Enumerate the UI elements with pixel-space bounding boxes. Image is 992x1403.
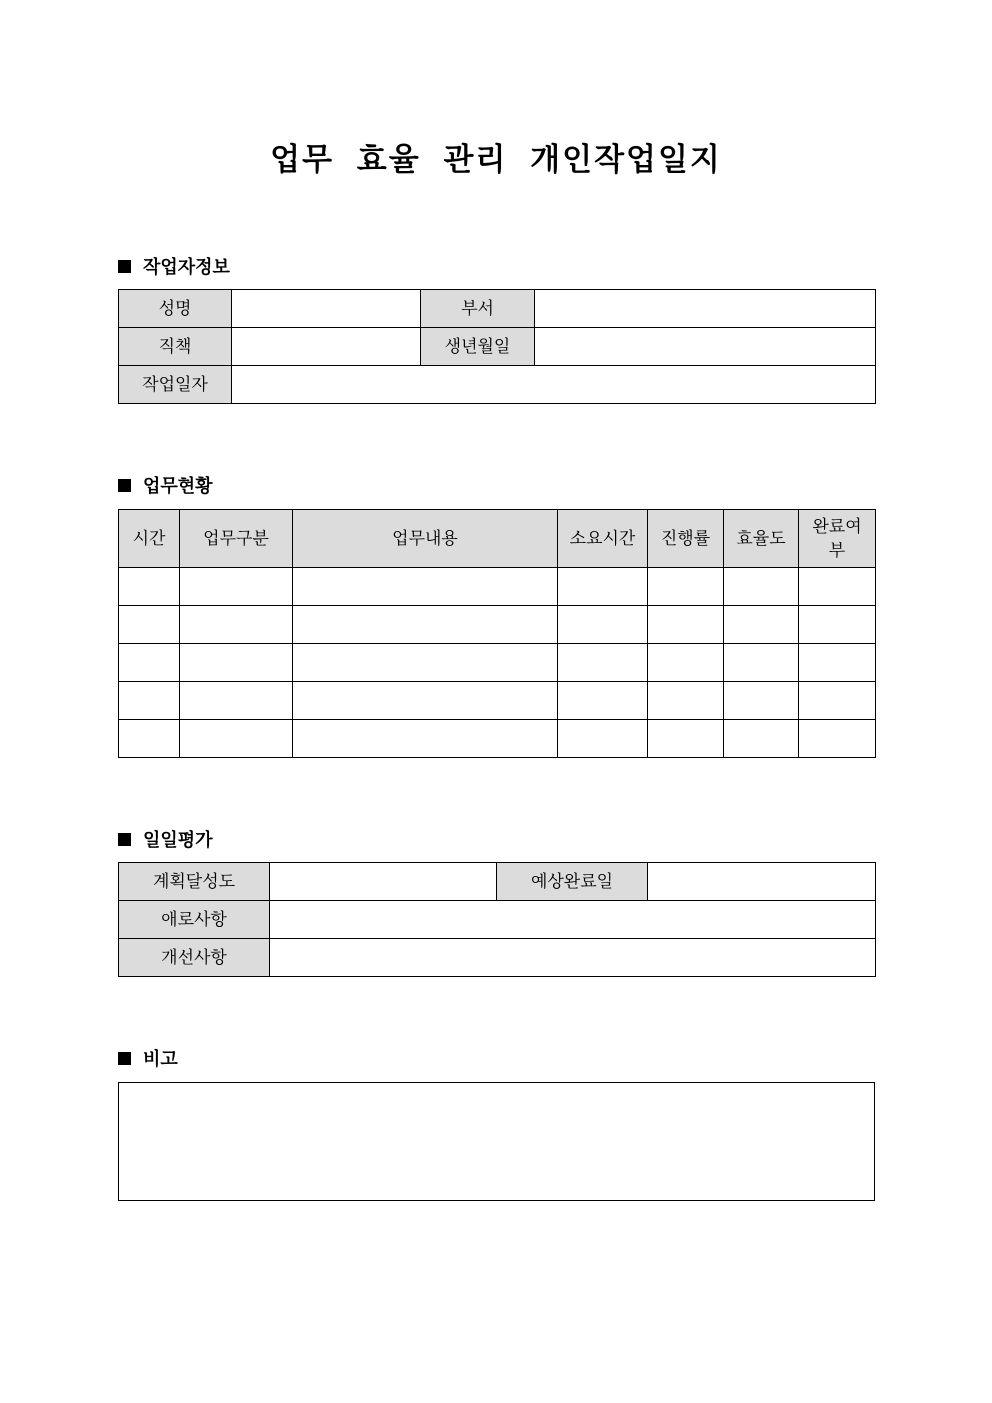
department-field[interactable] [535, 290, 876, 328]
table-cell[interactable] [293, 644, 558, 682]
table-cell[interactable] [648, 682, 724, 720]
table-cell[interactable] [558, 720, 648, 758]
table-cell[interactable] [180, 606, 293, 644]
column-header: 업무구분 [180, 510, 293, 568]
table-cell[interactable] [119, 720, 180, 758]
work-date-field[interactable] [232, 366, 876, 404]
table-row [119, 682, 876, 720]
table-cell[interactable] [724, 606, 799, 644]
difficulties-field[interactable] [270, 901, 876, 939]
section-title: 업무현황 [143, 476, 213, 497]
column-header: 소요시간 [558, 510, 648, 568]
table-cell[interactable] [180, 568, 293, 606]
work-status-table [118, 509, 876, 758]
table-cell[interactable] [799, 606, 876, 644]
table-cell[interactable] [558, 568, 648, 606]
column-header: 완료여부 [799, 510, 876, 568]
section-title: 비고 [143, 1049, 178, 1070]
daily-eval-table [118, 862, 876, 977]
label-birthdate: 생년월일 [421, 328, 535, 366]
table-cell[interactable] [293, 720, 558, 758]
table-row [119, 720, 876, 758]
label-department: 부서 [421, 290, 535, 328]
achievement-field[interactable] [270, 863, 497, 901]
table-cell[interactable] [799, 644, 876, 682]
name-field[interactable] [232, 290, 421, 328]
table-cell[interactable] [799, 720, 876, 758]
square-bullet-icon [118, 833, 131, 846]
table-cell[interactable] [724, 682, 799, 720]
table-cell[interactable] [119, 606, 180, 644]
section-heading-worker-info [118, 253, 230, 279]
section-heading-daily-eval [118, 826, 213, 852]
label-achievement: 계획달성도 [119, 863, 270, 901]
table-cell[interactable] [648, 568, 724, 606]
expected-completion-field[interactable] [648, 863, 876, 901]
table-row [119, 606, 876, 644]
table-cell[interactable] [558, 644, 648, 682]
label-improvements: 개선사항 [119, 939, 270, 977]
page-title: 업무 효율 관리 개인작업일지 [270, 142, 722, 178]
position-field[interactable] [232, 328, 421, 366]
improvements-field[interactable] [270, 939, 876, 977]
table-cell[interactable] [180, 644, 293, 682]
table-cell[interactable] [293, 606, 558, 644]
table-cell[interactable] [119, 568, 180, 606]
table-cell[interactable] [724, 720, 799, 758]
table-header-row [119, 510, 876, 568]
table-cell[interactable] [558, 606, 648, 644]
table-cell[interactable] [293, 682, 558, 720]
section-title: 작업자정보 [143, 257, 230, 278]
table-cell[interactable] [119, 682, 180, 720]
table-row [119, 568, 876, 606]
table-cell[interactable] [648, 606, 724, 644]
section-title: 일일평가 [143, 830, 213, 851]
column-header: 시간 [119, 510, 180, 568]
table-cell[interactable] [799, 568, 876, 606]
table-cell[interactable] [180, 720, 293, 758]
table-row [119, 644, 876, 682]
label-name: 성명 [119, 290, 232, 328]
square-bullet-icon [118, 260, 131, 273]
column-header: 효율도 [724, 510, 799, 568]
label-position: 직책 [119, 328, 232, 366]
label-work-date: 작업일자 [119, 366, 232, 404]
table-cell[interactable] [724, 644, 799, 682]
section-heading-remarks [118, 1045, 178, 1071]
column-header: 업무내용 [293, 510, 558, 568]
square-bullet-icon [118, 479, 131, 492]
remarks-box[interactable] [118, 1082, 875, 1201]
section-heading-work-status [118, 472, 213, 498]
label-difficulties: 애로사항 [119, 901, 270, 939]
table-cell[interactable] [293, 568, 558, 606]
table-cell[interactable] [724, 568, 799, 606]
table-cell[interactable] [648, 720, 724, 758]
square-bullet-icon [118, 1052, 131, 1065]
worker-info-table [118, 289, 876, 404]
table-cell[interactable] [799, 682, 876, 720]
table-cell[interactable] [648, 644, 724, 682]
label-expected-completion: 예상완료일 [497, 863, 648, 901]
table-cell[interactable] [558, 682, 648, 720]
birthdate-field[interactable] [535, 328, 876, 366]
column-header: 진행률 [648, 510, 724, 568]
table-cell[interactable] [180, 682, 293, 720]
table-cell[interactable] [119, 644, 180, 682]
